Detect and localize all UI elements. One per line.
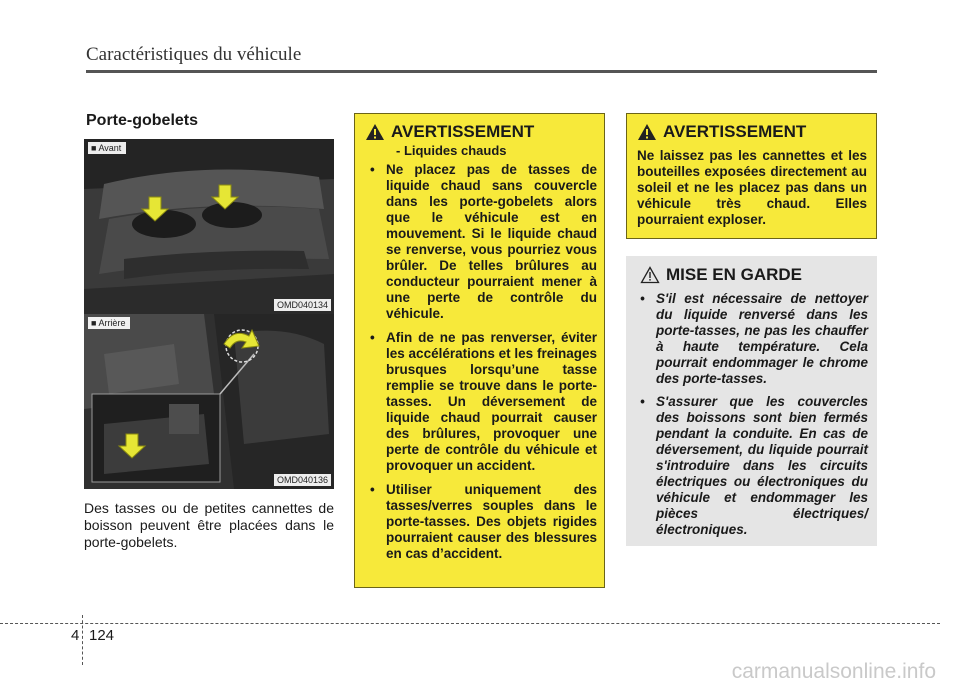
caution-title <box>632 265 868 285</box>
warning-text: Ne laissez pas les cannettes et les bouteilles exposées directement au soleil et ne les placez pas dans un véhicule très chaud. Elles pourraient exploser. <box>637 148 867 227</box>
photo-label-rear: ■ Arrière <box>88 317 130 329</box>
warning-item: • Afin de ne pas renverser, éviter les accélérations et les freinages brusques lorsqu’une tasse remplie se trouve dans le porte-tasses. Un déversement de liquide chaud pourrait causer des brûlures, provoquer une perte de contrôle du véhicule et provoquer un accident. <box>362 330 597 474</box>
section-title: Porte-gobelets <box>86 112 199 129</box>
warning-box-hot-liquids <box>354 113 605 588</box>
caution-title-text: MISE EN GARDE <box>666 265 803 284</box>
photo-label-front: ■ Avant <box>88 142 126 154</box>
warning-triangle-icon <box>365 123 385 141</box>
rear-cupholder-illustration <box>84 314 334 489</box>
page-number: 124 <box>89 627 115 644</box>
caution-item: • S'assurer que les couvercles des boissons sont bien fermés pendant la conduite. En cas de déversement, du liquide pourrait s'introduire dans les circuits électriques ou électroniques du véhicule et endommager les pièces électriques/électroniques. <box>632 394 868 538</box>
warning-title <box>637 122 867 142</box>
caution-list <box>632 291 868 538</box>
header-title: Caractéristiques du véhicule <box>86 44 302 65</box>
warning-title-text: AVERTISSEMENT <box>391 122 535 141</box>
caution-triangle-icon <box>640 266 660 284</box>
front-cupholder-illustration <box>84 139 334 314</box>
warning-item: • Ne placez pas de tasses de liquide chaud sans couvercle dans les porte-gobelets alors que le véhicule est en mouvement. Si le liquide chaud se renverse, vous pourriez vous brûler. De telles brûlures au conducteur pourraient mener à une perte de contrôle du véhicule. <box>362 162 597 322</box>
warning-list <box>362 162 597 562</box>
caution-box <box>626 256 877 546</box>
warning-box-bottles <box>626 113 877 239</box>
photo-code-rear: OMD040136 <box>274 474 331 486</box>
header-rule <box>86 70 877 73</box>
warning-subtitle: - Liquides chauds <box>396 143 507 158</box>
footer-rule <box>0 623 940 624</box>
photo-front-cupholder <box>84 139 334 314</box>
photo-rear-cupholder <box>84 314 334 489</box>
photo-code-front: OMD040134 <box>274 299 331 311</box>
watermark: carmanualsonline.info <box>731 660 936 683</box>
footer-separator <box>82 615 83 665</box>
warning-title <box>362 122 597 142</box>
chapter-number: 4 <box>71 627 80 644</box>
warning-triangle-icon <box>637 123 657 141</box>
caution-item: • S'il est nécessaire de nettoyer du liquide renversé dans les porte-tasses, ne pas les chauffer à haute température. Cela pourrait endommager le chrome des porte-tasses. <box>632 291 868 387</box>
body-text: Des tasses ou de petites cannettes de boisson peuvent être placées dans le porte-gobelets. <box>84 500 334 550</box>
warning-item: • Utiliser uniquement des tasses/verres souples dans le porte-tasses. Des objets rigides pourraient causer des blessures en cas d’accident. <box>362 482 597 562</box>
warning-title-text: AVERTISSEMENT <box>663 122 807 141</box>
